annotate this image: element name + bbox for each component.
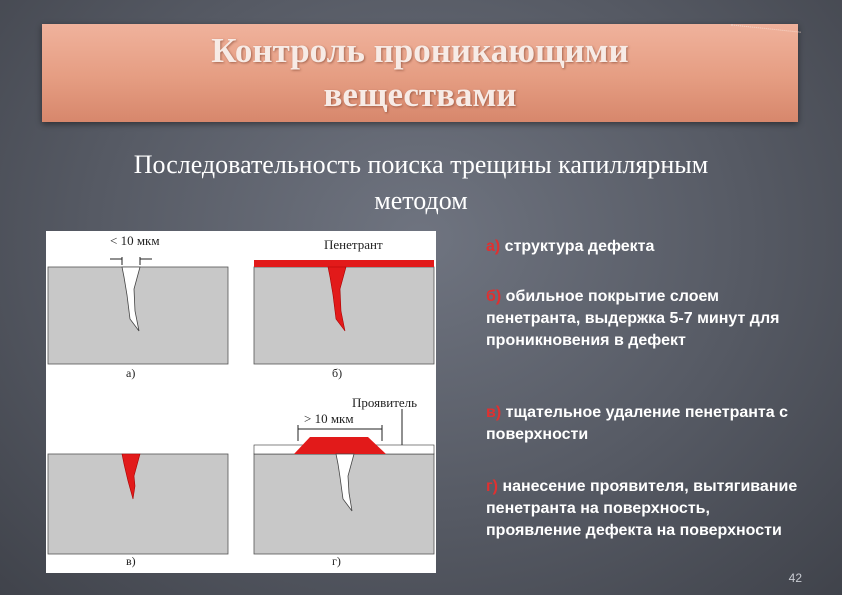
label-width-lt: < 10 мкм: [110, 233, 160, 248]
caption-d-letter: г): [486, 478, 498, 495]
caption-b-letter: б): [486, 288, 502, 305]
panel-c: [48, 454, 228, 568]
caption-b-text: обильное покрытие слоем пенетранта, выдержка 5-7 минут для проникновения в дефект: [486, 288, 780, 349]
penetrant-layer-b: [254, 260, 434, 267]
material-block-b: [254, 267, 434, 364]
caption-a: [486, 236, 654, 258]
material-block-a: [48, 267, 228, 364]
slide-title-line-2: веществами: [323, 75, 517, 114]
bleed-out-indication-d: [294, 437, 386, 454]
caption-d: [486, 476, 806, 542]
decorative-dots: [729, 24, 800, 46]
panel-label-b: б): [332, 366, 343, 380]
page-number: 42: [788, 571, 802, 585]
caption-d-text: нанесение проявителя, вытягивание пенетранта на поверхность, проявление дефекта на поверхности: [486, 478, 798, 539]
caption-a-text: структура дефекта: [500, 238, 655, 255]
slide-subtitle: [0, 147, 842, 219]
panel-label-d: г): [332, 554, 341, 568]
subtitle-line-1: Последовательность поиска трещины капиллярным: [133, 150, 709, 179]
caption-b: [486, 286, 806, 352]
penetrant-diagram-svg: [46, 231, 436, 573]
slide-title-line-1: Контроль проникающими: [211, 31, 629, 70]
caption-c-text: тщательное удаление пенетранта с поверхности: [486, 404, 788, 443]
caption-c-letter: в): [486, 404, 502, 421]
panel-d: [254, 395, 434, 568]
panel-label-a: а): [126, 366, 136, 380]
panel-b: [254, 237, 434, 380]
label-developer: Проявитель: [352, 395, 418, 410]
slide-title-box: [42, 24, 798, 122]
caption-a-letter: а): [486, 238, 501, 255]
panel-label-c: в): [126, 554, 136, 568]
subtitle-line-2: методом: [374, 186, 468, 215]
material-block-c: [48, 454, 228, 554]
caption-c: [486, 402, 806, 446]
penetrant-diagram: [46, 231, 436, 573]
label-penetrant: Пенетрант: [324, 237, 383, 252]
panel-a: [48, 233, 228, 380]
label-width-gt: > 10 мкм: [304, 411, 354, 426]
